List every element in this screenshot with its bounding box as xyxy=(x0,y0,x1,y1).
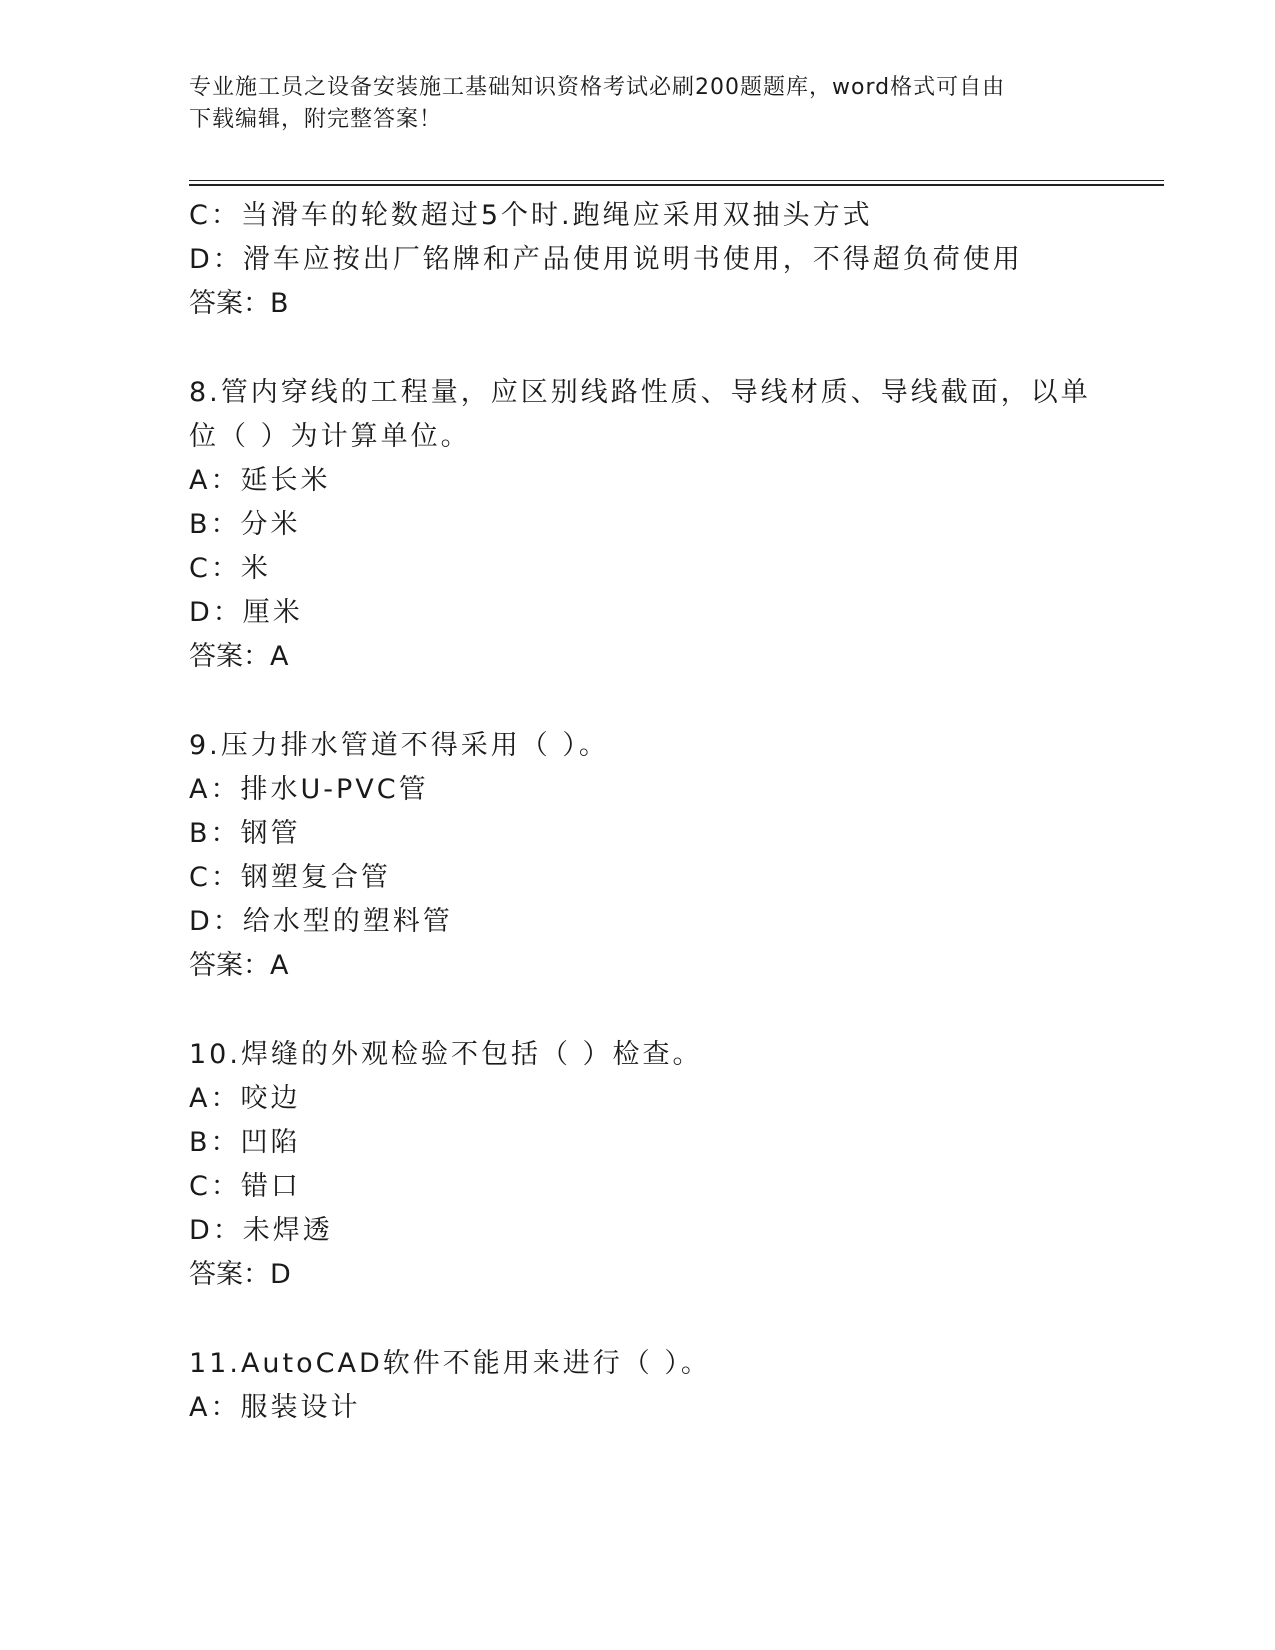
q8-option-b: B：分米 xyxy=(189,509,301,540)
q10-answer: 答案：D xyxy=(189,1259,291,1290)
q8-option-c: C：米 xyxy=(189,553,271,584)
q9-option-c: C：钢塑复合管 xyxy=(189,862,391,893)
q7-option-d: D：滑车应按出厂铭牌和产品使用说明书使用，不得超负荷使用 xyxy=(189,244,1023,275)
header-line-1: 专业施工员之设备安装施工基础知识资格考试必刷200题题库，word格式可自由 xyxy=(189,75,1006,100)
q9-stem: 9.压力排水管道不得采用（ ）。 xyxy=(189,730,609,761)
header-divider-thin xyxy=(189,180,1164,181)
q8-option-d: D：厘米 xyxy=(189,597,303,628)
q10-stem: 10.焊缝的外观检验不包括（ ）检查。 xyxy=(189,1039,703,1070)
q8-stem-line-2: 位（ ）为计算单位。 xyxy=(189,421,471,452)
q11-option-a: A：服装设计 xyxy=(189,1392,361,1423)
q7-answer: 答案：B xyxy=(189,288,289,319)
document-header xyxy=(189,72,1089,136)
q8-answer: 答案：A xyxy=(189,641,289,672)
q10-option-d: D：未焊透 xyxy=(189,1215,333,1246)
q8-option-a: A：延长米 xyxy=(189,465,331,496)
header-divider-thick xyxy=(189,184,1164,186)
q11-stem: 11.AutoCAD软件不能用来进行（ ）。 xyxy=(189,1348,711,1379)
q9-option-d: D：给水型的塑料管 xyxy=(189,906,453,937)
q9-option-a: A：排水U-PVC管 xyxy=(189,774,429,805)
header-line-2: 下载编辑，附完整答案！ xyxy=(189,107,443,132)
q10-option-b: B：凹陷 xyxy=(189,1127,301,1158)
q10-option-c: C：错口 xyxy=(189,1171,301,1202)
q8-stem-line-1: 8.管内穿线的工程量，应区别线路性质、导线材质、导线截面，以单 xyxy=(189,377,1091,408)
q9-option-b: B：钢管 xyxy=(189,818,301,849)
q9-answer: 答案：A xyxy=(189,950,289,981)
q10-option-a: A：咬边 xyxy=(189,1083,301,1114)
q7-option-c: C：当滑车的轮数超过5个时.跑绳应采用双抽头方式 xyxy=(189,200,873,231)
